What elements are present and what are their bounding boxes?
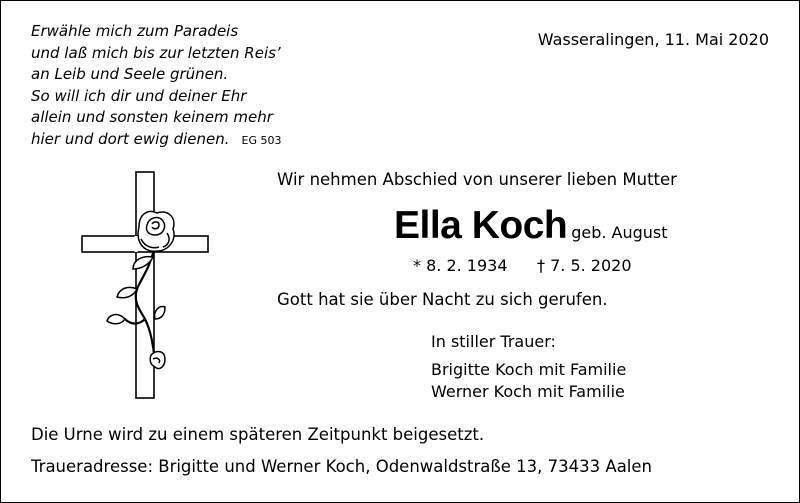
verse-line-2: und laß mich bis zur letzten Reis’ (31, 43, 281, 62)
place-date: Wasseralingen, 11. Mai 2020 (537, 30, 769, 49)
verse-line-1: Erwähle mich zum Paradeis (31, 22, 239, 40)
farewell-intro: Wir nehmen Abschied von unserer lieben Mutter (277, 170, 677, 189)
verse-line-5: allein und sonsten keinem mehr (31, 108, 273, 126)
birth-date: * 8. 2. 1934 (413, 256, 508, 275)
urn-notice: Die Urne wird zu einem späteren Zeitpunkt beigesetzt. (31, 425, 485, 444)
passing-note: Gott hat sie über Nacht zu sich gerufen. (277, 290, 608, 309)
mourner-1: Brigitte Koch mit Familie (431, 360, 627, 379)
verse-line-6 (31, 129, 282, 152)
deceased-name-line (394, 204, 668, 248)
deceased-name: Ella Koch (394, 204, 568, 247)
cross-with-rose-icon (79, 169, 211, 401)
mourners-block (431, 331, 626, 403)
verse-line-6-text: hier und dort ewig dienen. (31, 129, 230, 148)
death-date: † 7. 5. 2020 (537, 256, 632, 275)
hymn-verse (31, 21, 282, 151)
verse-source: EG 503 (241, 133, 282, 147)
verse-line-4: So will ich dir und deiner Ehr (31, 86, 247, 105)
verse-line-3: an Leib und Seele grünen. (31, 65, 229, 83)
mourning-address: Traueradresse: Brigitte und Werner Koch, Odenwaldstraße 13, 73433 Aalen (31, 457, 652, 476)
maiden-name: geb. August (571, 223, 668, 242)
mourning-heading: In stiller Trauer: (431, 332, 556, 351)
mourner-2: Werner Koch mit Familie (431, 382, 625, 401)
